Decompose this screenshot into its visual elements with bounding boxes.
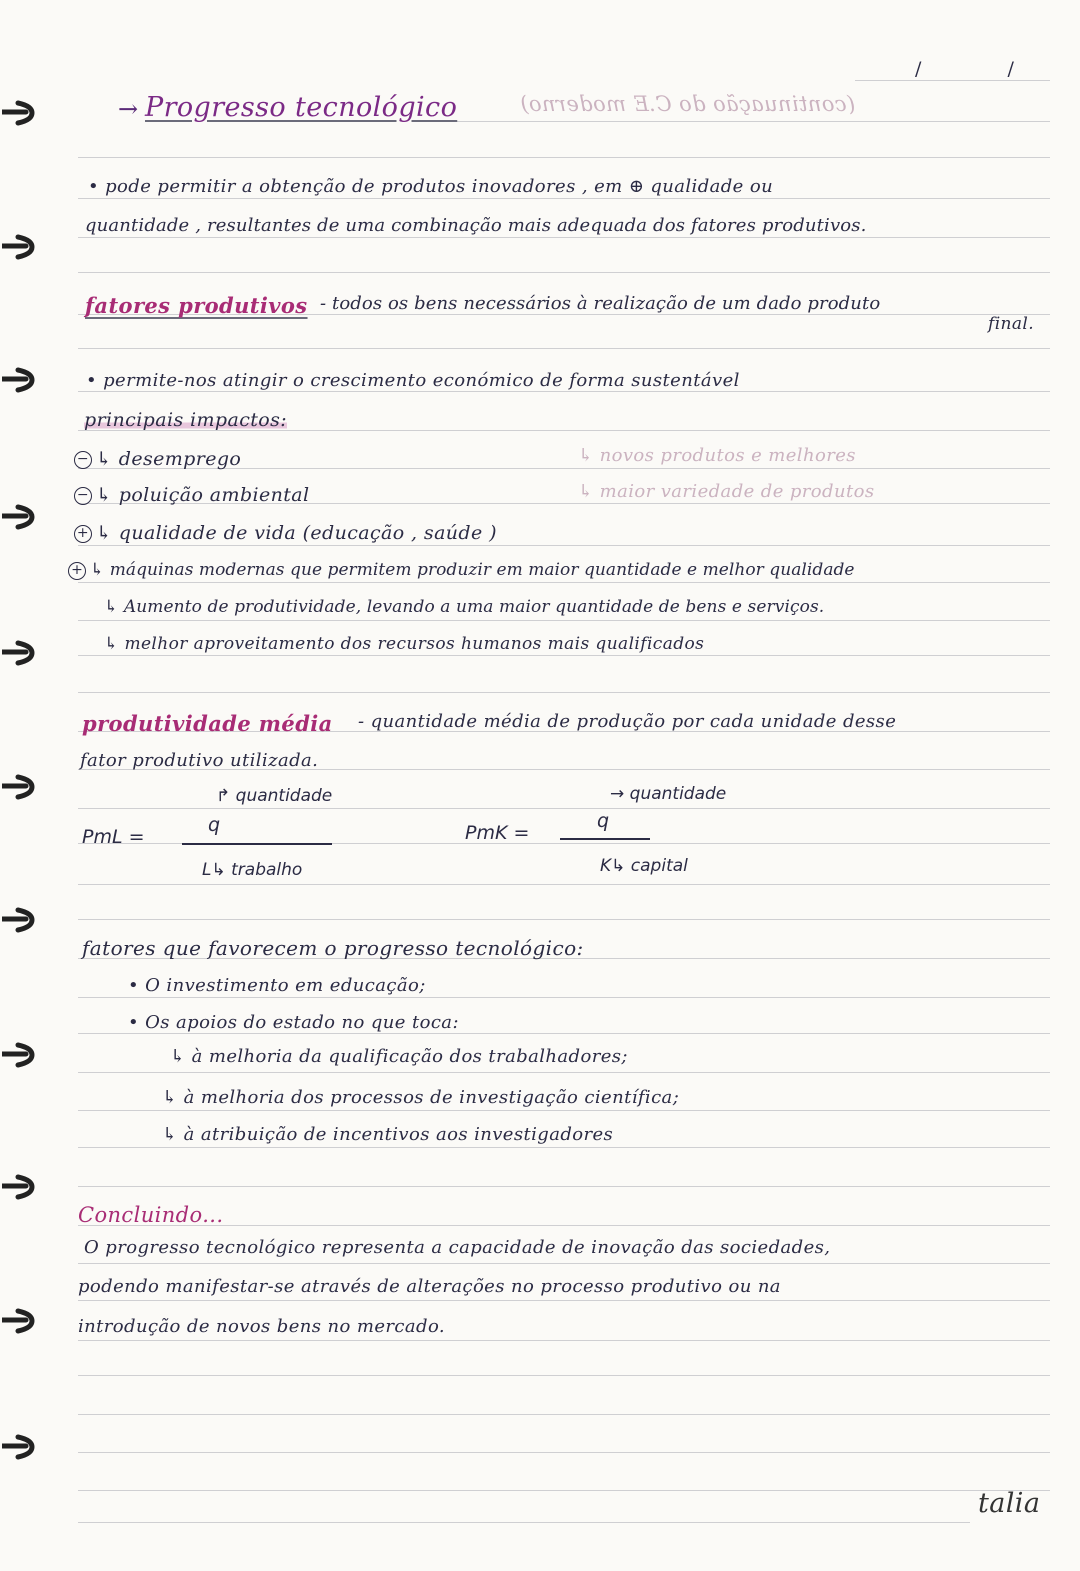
definition-produtividade: - quantidade média de produção por cada unidade desse: [358, 711, 897, 732]
formula-numerator-note: ↱ quantidade: [216, 786, 333, 806]
binder-ring-icon: [2, 1432, 42, 1462]
binder-ring-icon: [2, 365, 42, 395]
date-mark: / /: [915, 58, 1054, 80]
fatores-favorecem-heading: fatores que favorecem o progresso tecnológico:: [82, 936, 584, 960]
impact-sub-item: ↳ melhor aproveitamento dos recursos humanos mais qualificados: [104, 634, 705, 654]
binder-ring-icon: [2, 1172, 42, 1202]
signature: talia: [978, 1488, 1041, 1519]
faint-note: ↳ maior variedade de produtos: [578, 481, 875, 502]
bleed-through-text: (continuação do C.E moderno): [520, 92, 856, 116]
binder-ring-icon: [2, 772, 42, 802]
plus-circle-icon: +: [74, 525, 92, 543]
favor-sub-item: ↳ à melhoria dos processos de investigação científica;: [162, 1087, 680, 1108]
binder-ring-icon: [2, 232, 42, 262]
formula-numerator: q: [597, 810, 610, 832]
binder-ring-icon: [2, 502, 42, 532]
conclusion-heading: Concluindo...: [78, 1203, 224, 1227]
definition-end: final.: [988, 314, 1035, 334]
formula-numerator-note: → quantidade: [610, 784, 727, 804]
formula-denominator: L↳ trabalho: [202, 860, 303, 880]
formula-numerator: q: [208, 814, 221, 836]
binder-ring-icon: [2, 1306, 42, 1336]
intro-line-2: quantidade , resultantes de uma combinação mais adequada dos fatores produtivos.: [85, 215, 867, 236]
favor-item: • O investimento em educação;: [128, 975, 426, 996]
impacts-heading: principais impactos:: [84, 409, 288, 431]
definition-fatores-produtivos: - todos os bens necessários à realização de um dado produto: [320, 293, 881, 314]
fraction-bar: [182, 843, 332, 845]
binder-ring-icon: [2, 1040, 42, 1070]
favor-item: • Os apoios do estado no que toca:: [128, 1012, 459, 1033]
definition-produtividade-line-2: fator produtivo utilizada.: [80, 750, 319, 771]
term-produtividade-media: produtividade média: [82, 711, 333, 736]
faint-note: ↳ novos produtos e melhores: [578, 445, 856, 466]
impact-item: − ↳ desemprego: [74, 448, 241, 470]
conclusion-line: O progresso tecnológico representa a capacidade de inovação das sociedades,: [84, 1237, 831, 1258]
impact-item: + ↳ qualidade de vida (educação , saúde ): [74, 522, 497, 544]
impact-item: − ↳ poluição ambiental: [74, 484, 310, 506]
page-title: Progresso tecnológico: [145, 92, 458, 123]
favor-sub-item: ↳ à atribuição de incentivos aos investigadores: [162, 1124, 614, 1145]
formula-left: PmL =: [82, 826, 145, 848]
plus-circle-icon: +: [68, 562, 86, 580]
conclusion-line: introdução de novos bens no mercado.: [78, 1316, 445, 1337]
conclusion-line: podendo manifestar-se através de alterações no processo produtivo ou na: [78, 1276, 781, 1297]
binder-ring-icon: [2, 905, 42, 935]
minus-circle-icon: −: [74, 451, 92, 469]
fraction-bar: [560, 838, 650, 840]
binder-ring-icon: [2, 638, 42, 668]
permite-line: • permite-nos atingir o crescimento económico de forma sustentável: [86, 370, 740, 391]
term-fatores-produtivos: fatores produtivos: [85, 293, 308, 318]
intro-line-1: • pode permitir a obtenção de produtos inovadores , em ⊕ qualidade ou: [88, 176, 774, 197]
binder-ring-icon: [2, 98, 42, 128]
formula-denominator: K↳ capital: [600, 856, 688, 876]
formula-left: PmK =: [465, 822, 530, 844]
favor-sub-item: ↳ à melhoria da qualificação dos trabalhadores;: [170, 1046, 628, 1067]
impact-sub-item: ↳ Aumento de produtividade, levando a uma maior quantidade de bens e serviços.: [104, 597, 825, 617]
title-arrow: →: [118, 95, 139, 123]
impact-item: + ↳ máquinas modernas que permitem produzir em maior quantidade e melhor qualidade: [68, 560, 855, 580]
minus-circle-icon: −: [74, 487, 92, 505]
